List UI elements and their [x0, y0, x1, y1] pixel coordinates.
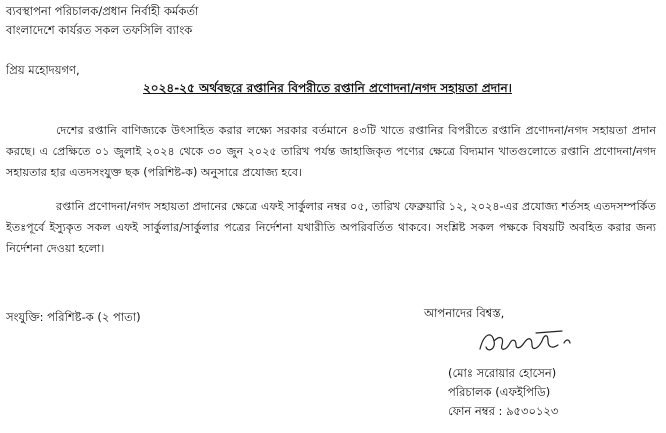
handwritten-signature	[474, 327, 574, 357]
recipient-line-2: বাংলাদেশে কার্যরত সকল তফসিলি ব্যাংক	[6, 23, 193, 37]
subject-line: ২০২৪-২৫ অর্থবছরে রপ্তানির বিপরীতে রপ্তানি প্রণোদনা/নগদ সহায়তা প্রদান।	[143, 81, 512, 95]
signatory-name: (মোঃ সরোয়ার হোসেন)	[448, 366, 557, 380]
recipient-line-1: ব্যবস্থাপনা পরিচালক/প্রধান নির্বাহী কর্মকর্তা	[6, 4, 199, 18]
signatory-phone: ফোন নম্বর : ৯৫৩০১২৩	[448, 404, 559, 418]
body-paragraph-1: দেশের রপ্তানি বাণিজ্যকে উৎসাহিত করার লক্ষ্যে সরকার বর্তমানে ৪৩টি খাতে রপ্তানির বিপরীতে রপ্তানি প্রণোদনা/নগদ সহায়তা প্রদান করছে। এ প্রেক্ষিতে ০১ জুলাই ২০২৪ থেকে ৩০ জুন ২০২৫ তারিখ পর্যন্ত জাহাজিকৃত পণ্যের ক্ষেত্রে বিদ্যমান খাতগুলোতে রপ্তানি প্রণোদনা/নগদ সহায়তার হার এতদসংযুক্ত ছক (পরিশিষ্ট-ক) অনুসারে প্রযোজ্য হবে।	[6, 124, 657, 179]
signature-block	[400, 305, 600, 421]
body-paragraph-2: রপ্তানি প্রণোদনা/নগদ সহায়তা প্রদানের ক্ষেত্রে এফই সার্কুলার নম্বর ০৫, তারিখ ফেব্রুয়ারি ১২, ২০২৪-এর প্রযোজ্য শর্তসহ এতদসম্পর্কিত ইতঃপূর্বে ইস্যুকৃত সকল এফই সার্কুলার/সার্কুলার পত্রের নির্দেশনা যথারীতি অপরিবর্তিত থাকবে। সংশ্লিষ্ট সকল পক্ষকে বিষয়টি অবহিত করার জন্য নির্দেশনা দেওয়া হলো।	[6, 200, 656, 255]
salutation: প্রিয় মহোদয়গণ,	[6, 63, 80, 77]
signatory-designation: পরিচালক (এফইপিডি)	[448, 385, 551, 399]
closing-text: আপনাদের বিশ্বস্ত,	[424, 306, 505, 320]
attachment-note: সংযুক্তি: পরিশিষ্ট-ক (২ পাতা)	[6, 310, 141, 324]
